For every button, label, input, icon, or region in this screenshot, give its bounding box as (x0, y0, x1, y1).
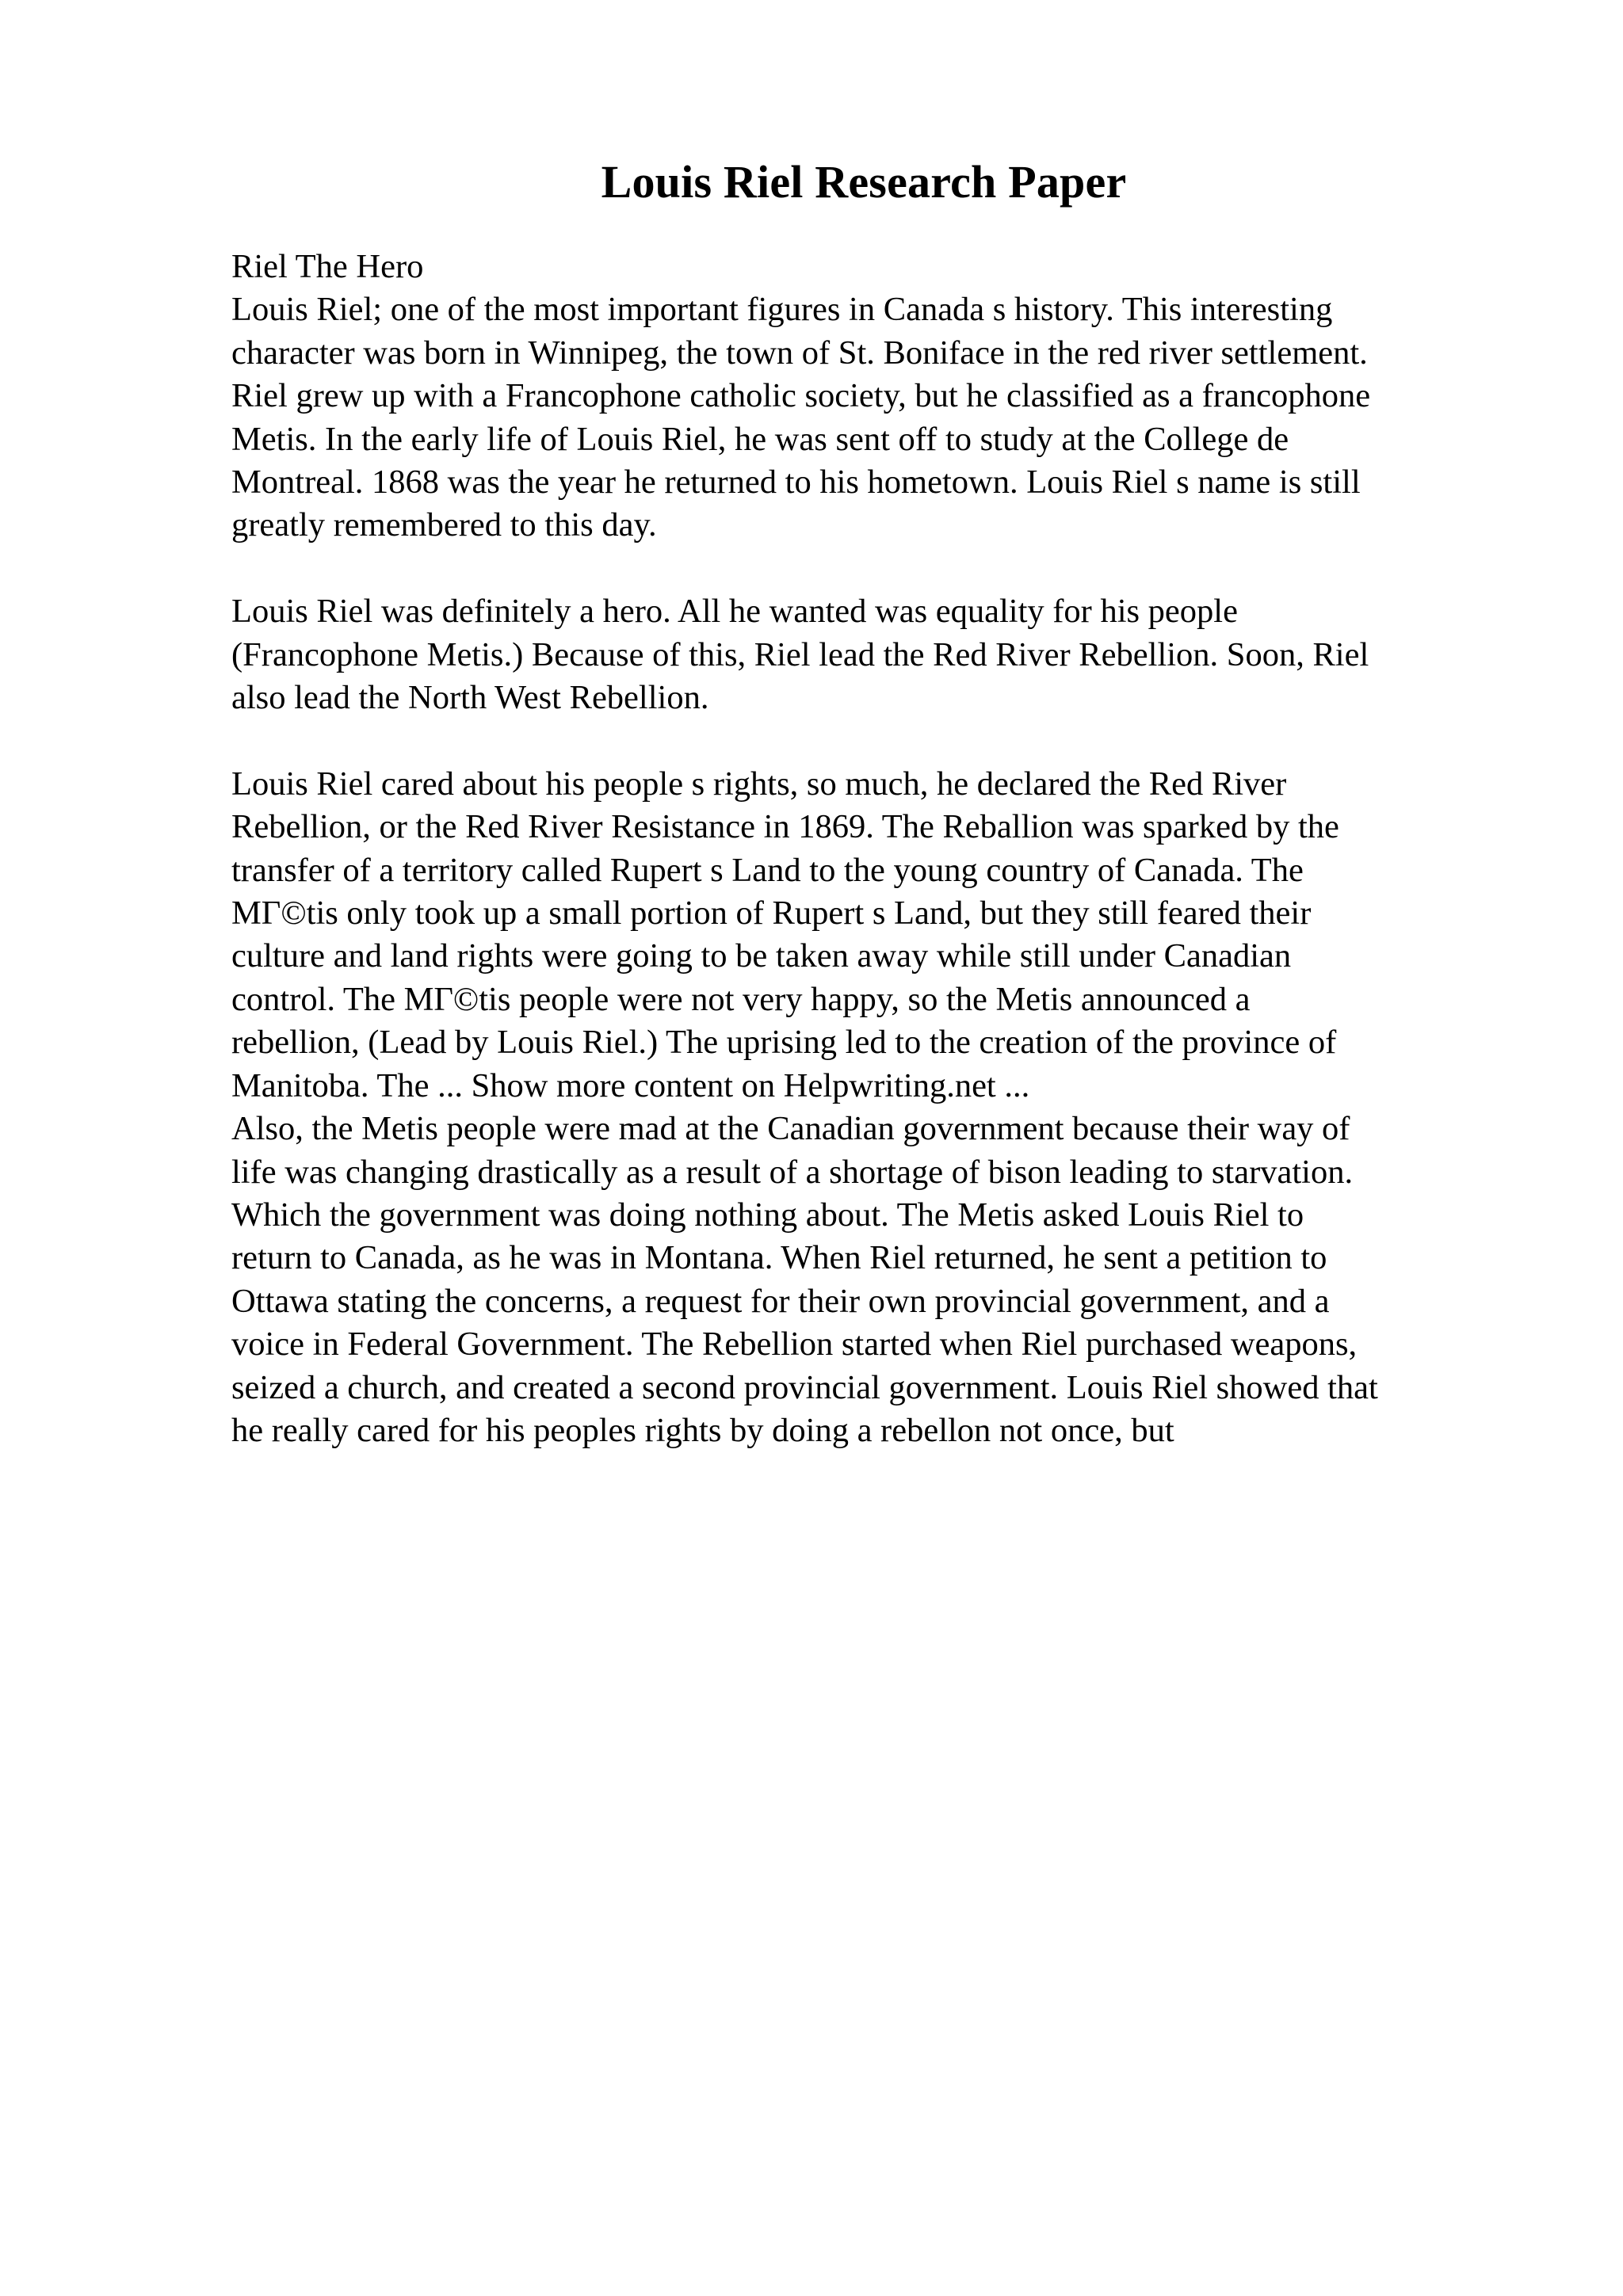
paragraph-spacer (231, 547, 1515, 590)
paragraph-line: Riel grew up with a Francophone catholic society, but he classified as a francophone (231, 377, 1371, 415)
paragraph-line: return to Canada, as he was in Montana. When Riel returned, he sent a petition to (231, 1239, 1327, 1277)
paragraph-line: voice in Federal Government. The Rebellion started when Riel purchased weapons, (231, 1325, 1358, 1363)
paragraph-line: Rebellion, or the Red River Resistance in 1869. The Reballion was sparked by the (231, 808, 1339, 846)
paragraph-line: control. The MГ©tis people were not very happy, so the Metis announced a (231, 980, 1251, 1018)
paragraph-line: also lead the North West Rebellion. (231, 679, 709, 717)
paragraph-3 (231, 763, 1515, 1453)
document-title: Louis Riel Research Paper (601, 156, 1127, 208)
paragraph-line: Louis Riel; one of the most important figures in Canada s history. This interesting (231, 291, 1333, 329)
paragraph-2 (231, 590, 1515, 719)
paragraph-line: seized a church, and created a second provincial government. Louis Riel showed that (231, 1368, 1378, 1406)
paragraph-line: Metis. In the early life of Louis Riel, he was sent off to study at the College de (231, 420, 1289, 458)
paragraph-line: rebellion, (Lead by Louis Riel.) The uprising led to the creation of the province of (231, 1024, 1337, 1062)
paragraph-line: transfer of a territory called Rupert s Land to the young country of Canada. The (231, 851, 1304, 889)
paragraph-line: life was changing drastically as a result of a shortage of bison leading to starvation. (231, 1153, 1354, 1191)
paragraph-line: he really cared for his peoples rights by doing a rebellon not once, but (231, 1411, 1174, 1449)
paragraph-line: Louis Riel was definitely a hero. All he wanted was equality for his people (231, 593, 1238, 631)
paragraph-spacer (231, 719, 1515, 762)
paragraph-line: Ottawa stating the concerns, a request for their own provincial government, and a (231, 1282, 1330, 1320)
paragraph-line: (Francophone Metis.) Because of this, Riel lead the Red River Rebellion. Soon, Riel (231, 635, 1369, 673)
paragraph-line: Which the government was doing nothing about. The Metis asked Louis Riel to (231, 1196, 1304, 1234)
paragraph-line: character was born in Winnipeg, the town of St. Boniface in the red river settlement. (231, 334, 1368, 372)
paragraph-line: Also, the Metis people were mad at the Canadian government because their way of (231, 1110, 1350, 1148)
paragraph-1 (231, 246, 1515, 547)
paragraph-line: Manitoba. The ... Show more content on Helpwriting.net ... (231, 1066, 1030, 1104)
paragraph-line: MГ©tis only took up a small portion of Rupert s Land, but they still feared their (231, 894, 1312, 933)
paragraph-line: Riel The Hero (231, 248, 424, 285)
paragraph-line: Montreal. 1868 was the year he returned to his hometown. Louis Riel s name is still (231, 463, 1361, 502)
paragraph-line: Louis Riel cared about his people s rights, so much, he declared the Red River (231, 765, 1287, 803)
document-body (231, 246, 1515, 1452)
paragraph-line: greatly remembered to this day. (231, 506, 657, 544)
paragraph-line: culture and land rights were going to be taken away while still under Canadian (231, 937, 1292, 975)
